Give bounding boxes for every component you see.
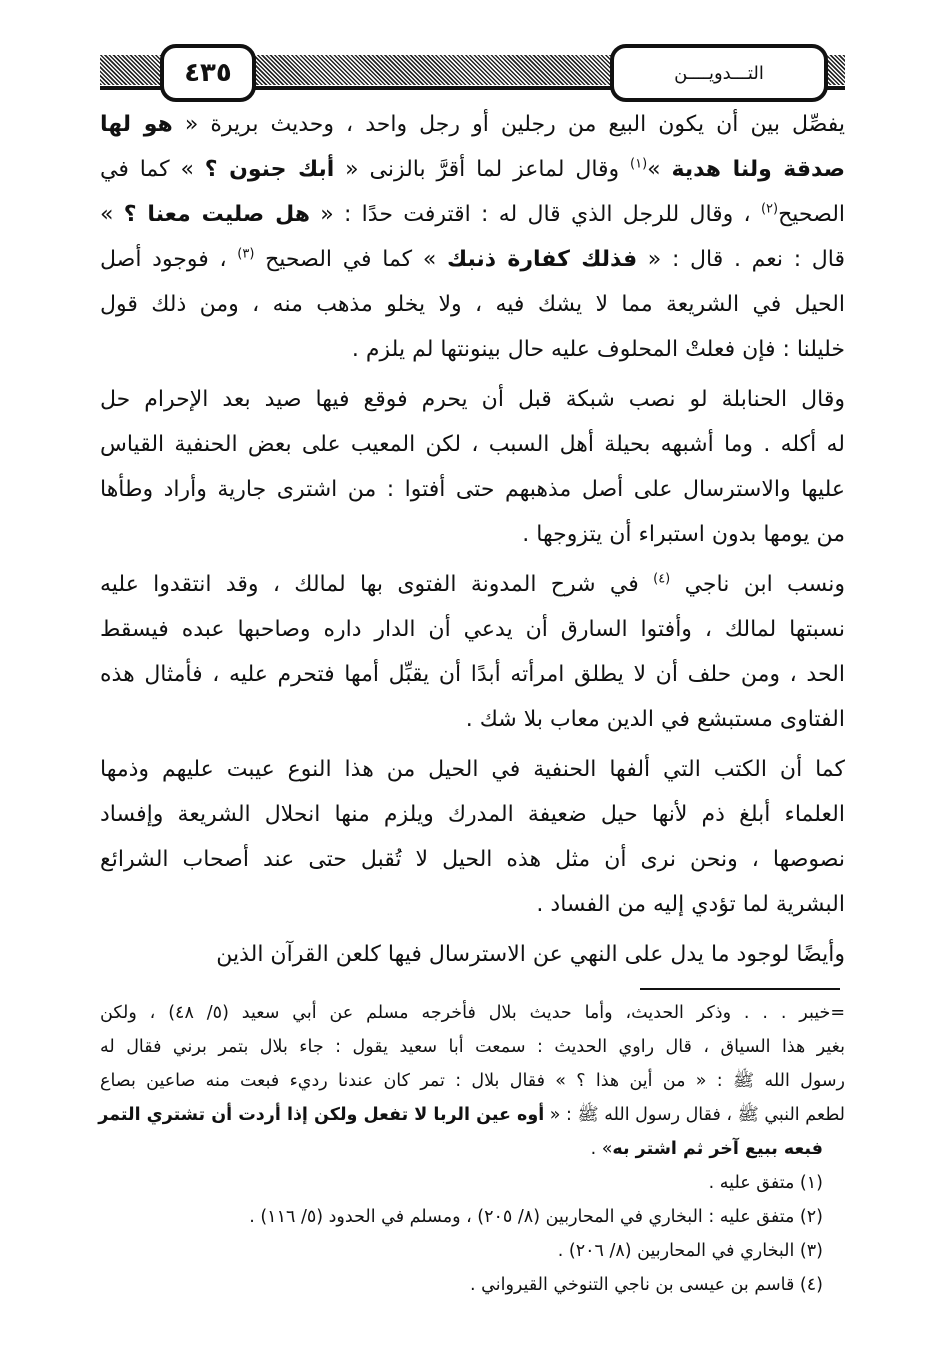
text-line [100,282,845,327]
text-segment: وأيضًا لوجود ما يدل على النهي عن الاسترسال فيها كلعن القرآن الذين [216,942,845,967]
footnote-line [100,996,845,1030]
footnote-item [100,1234,845,1268]
paragraph [100,562,845,742]
text-segment: ، فوجود أصل [100,247,238,272]
footnote-reference[interactable]: (٢) [760,201,779,217]
text-segment: كما أن الكتب التي ألفها الحنفية في الحيل من هذا النوع عيبت عليهم وذمها [100,757,845,782]
text-segment: عليها والاسترسال على أصل مذهبهم حتى أفتوا : من اشترى جارية وأراد وطأها [100,477,845,502]
text-line [100,882,845,927]
text-segment: الحد ، ومن حلف أن لا يطلق امرأته أبدًا أن يقبِّل أمها فتحرم عليه ، فأمثال هذه [100,662,845,687]
running-title-text: التـــدويــــن [674,62,764,84]
text-segment: له أكله . وما أشبهه بحيلة أهل السبب ، لكن المعيب على بعض الحنفية القياس [100,432,845,457]
text-line [100,422,845,467]
text-segment: ، وقال للرجل الذي قال له : اقترفت حدًا : « [310,202,761,227]
text-segment: » كما في [100,157,205,182]
text-segment: الصحيح [778,202,846,227]
text-segment: نسبتها لمالك ، وأفتوا السارق أن يدعي أن الدار داره وصاحبها عبده فيسقط [100,617,845,642]
footnote-item [100,1200,845,1234]
text-segment: ونسب ابن ناجي [670,572,845,597]
text-segment: البشرية لما تؤدي إليه من الفساد . [536,892,845,917]
text-segment: خليلنا : فإن فعلتْ المحلوف عليه حال بينونتها لم يلزم . [351,337,845,362]
footnote-line [100,1030,845,1064]
text-segment: لطعم النبي ﷺ ، فقال رسول الله ﷺ : « [544,1105,845,1125]
text-line [100,652,845,697]
footnote-reference[interactable]: (٤) [653,571,671,587]
text-line [100,512,845,557]
text-segment: في شرح المدونة الفتوى بها لمالك ، وقد انتقدوا عليه [100,572,654,597]
text-segment: =خيبر . . . وذكر الحديث، وأما حديث بلال فأخرجه مسلم عن أبي سعيد (٥/ ٤٨) ، ولكن [100,1003,845,1023]
text-segment: قال : نعم . قال : « [637,247,845,272]
footnote-item [100,1166,845,1200]
footnote-reference[interactable]: (١) [630,156,648,172]
text-segment: الحيل في الشريعة مما لا يشك فيه ، ولا يخلو مذهب منه ، ومن ذلك قول [100,292,845,317]
footnote-separator [640,988,840,990]
hadith-quote: هو لها [100,112,173,137]
footnotes [100,996,845,1302]
text-line [100,747,845,792]
paragraph [100,932,845,977]
text-segment: » [647,157,672,182]
text-segment: » [100,202,124,227]
footnote-line [100,1098,845,1132]
text-line [100,147,845,192]
text-line [100,607,845,652]
text-segment: وقال الحنابلة لو نصب شبكة قبل أن يحرم فوقع فيها صيد بعد الإحرام حل [100,387,845,412]
text-line [100,377,845,422]
text-line [100,837,845,882]
footnote-reference[interactable]: (٣) [237,246,255,262]
text-line [100,792,845,837]
footnote-line [100,1064,845,1098]
text-segment: وقال لماعز لما أقرَّ بالزنى « [334,157,631,182]
hadith-quote: أوه عين الربا لا تفعل ولكن إذا أردت أن تشتري التمر [98,1105,545,1125]
footnote-item [100,1268,845,1302]
main-text [100,102,845,977]
text-line [100,102,845,147]
hadith-quote: فذلك كفارة ذنبك [447,247,638,272]
text-segment: (٣) البخاري في المحاربين (٨/ ٢٠٦) . [557,1241,823,1261]
text-segment: العلماء أبلغ ذم لأنها حيل ضعيفة المدرك ويلزم منها انحلال الشريعة وإفساد [100,802,845,827]
footnote-line [100,1132,845,1166]
text-segment: (١) متفق عليه . [708,1173,823,1193]
hadith-quote: فبعه ببيع آخر ثم اشتر به [612,1139,823,1159]
paragraph [100,377,845,557]
text-line [100,562,845,607]
text-line [100,327,845,372]
paragraph [100,747,845,927]
text-segment: » . [590,1139,613,1159]
page-number-text: ٤٣٥ [184,58,232,88]
text-line [100,932,845,977]
text-segment: من يومها بدون استبراء أن يتزوجها . [522,522,845,547]
hadith-quote: صدقة ولنا هدية [671,157,846,182]
text-segment: يفصِّل بين أن يكون البيع من رجلين أو رجل واحد ، وحديث بريرة « [172,112,845,137]
hadith-quote: هل صليت معنا ؟ [123,202,310,227]
hadith-quote: أبك جنون ؟ [204,157,335,182]
page-number [160,44,256,102]
text-segment: الفتاوى مستبشع في الدين معاب بلا شك . [465,707,845,732]
text-line [100,192,845,237]
text-segment: (٢) متفق عليه : البخاري في المحاربين (٨/ ٢٠٥) ، ومسلم في الحدود (٥/ ١١٦) . [249,1207,823,1227]
text-segment: نصوصها ، ونحن نرى أن مثل هذه الحيل لا تُقبل حتى عند أصحاب الشرائع [100,847,845,872]
text-segment: رسول الله ﷺ : « من أين هذا ؟ » فقال بلال : تمر كان عندنا رديء فبعت منه صاعين بصاع [100,1071,845,1091]
text-line [100,467,845,512]
paragraph [100,102,845,372]
text-segment: » كما في الصحيح [254,247,447,272]
text-segment: (٤) قاسم بن عيسى بن ناجي التنوخي القيرواني . [470,1275,823,1295]
text-segment: بغير هذا السياق ، قال راوي الحديث : سمعت أبا سعيد يقول : جاء بلال بتمر برني فقال له [100,1037,845,1057]
text-line [100,697,845,742]
text-line [100,237,845,282]
running-title [610,44,828,102]
